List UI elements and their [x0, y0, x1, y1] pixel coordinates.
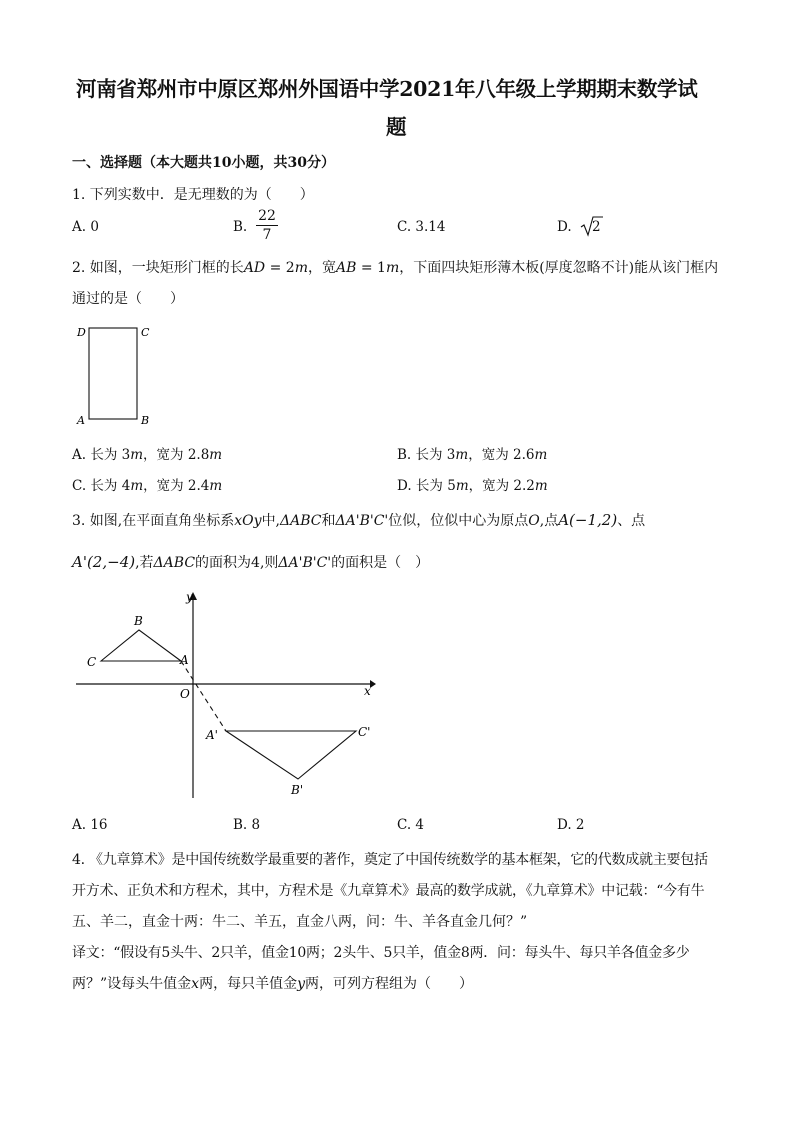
fig-label-c: C	[141, 326, 150, 339]
q1-option-b-label: B.	[233, 219, 248, 235]
page-title-line1: 河南省郑州市中原区郑州外国语中学2021年八年级上学期期末数学试	[76, 77, 698, 101]
axis-label-x: x	[364, 684, 371, 698]
q2-a-wid: ，宽为 2.8	[143, 447, 210, 463]
fig-label-b: B	[141, 414, 150, 427]
q2-c-len: C. 长为 4	[72, 478, 131, 494]
q1-option-d-label: D.	[557, 219, 572, 235]
q2-text: ，宽	[307, 260, 336, 276]
q4-text: 两？”设每头牛值金	[72, 976, 192, 992]
q4-line5	[72, 973, 473, 993]
axis-label-y: y	[186, 590, 193, 604]
q1-option-a: A. 0	[72, 219, 99, 235]
q2-option-a	[72, 443, 222, 463]
q3-origin: O	[528, 513, 540, 529]
page-title-line2: 题	[386, 115, 407, 139]
unit-m: m	[534, 447, 548, 463]
q3-tri-abc2: ΔA'B'C'	[335, 513, 389, 529]
unit-m: m	[534, 478, 548, 494]
q2-a-len: A. 长为 3	[72, 447, 131, 463]
q2-eq2: = 1	[356, 260, 386, 276]
q4-line4: 译文：“假设有5头牛、2只羊，值金10两；2头牛、5只羊，值金8两．问：每头牛、每只羊各值金多少	[72, 945, 690, 961]
point-label-b: B	[134, 614, 143, 628]
unit-m: m	[130, 478, 144, 494]
door-frame-rect	[89, 328, 137, 419]
q1-stem: 1. 下列实数中．是无理数的为（ ）	[72, 187, 314, 203]
unit-m: m	[209, 478, 223, 494]
q4-var-x: x	[191, 976, 200, 992]
unit-m: m	[455, 478, 469, 494]
q2-eq1: = 2	[265, 260, 295, 276]
q3-text: 位似，位似中心为原点	[388, 513, 529, 529]
q4-line1: 4. 《九章算术》是中国传统数学最重要的著作，奠定了中国传统数学的基本框架，它的代数成就主要包括	[72, 852, 708, 868]
origin-label: O	[180, 687, 190, 701]
q4-text: 两，可列方程组为（ ）	[305, 976, 473, 992]
q3-line1	[72, 510, 645, 530]
q3-point-a: A(−1,2)	[558, 511, 618, 529]
q2-option-b	[397, 443, 547, 463]
q3-text: 中,	[261, 513, 281, 529]
unit-m: m	[130, 447, 144, 463]
q4-line3: 五、羊二，直金十两：牛二、羊五，直金八两，问：牛、羊各直金几何？”	[72, 914, 528, 930]
q3-text: 、点	[617, 513, 646, 529]
q3-xoy: xOy	[234, 513, 262, 529]
coordinate-figure	[72, 588, 382, 806]
q2-text: ，下面四块矩形薄木板(厚度忽略不计)能从该门框内	[399, 260, 719, 276]
q2-b-len: B. 长为 3	[397, 447, 456, 463]
fraction-numerator: 22	[258, 208, 276, 224]
q2-option-c	[72, 474, 222, 494]
q3-point-a2: A'(2,−4)	[72, 553, 136, 571]
q2-d-wid: ，宽为 2.2	[468, 478, 535, 494]
q3-text: ,若	[135, 555, 154, 571]
point-label-a-prime: A'	[206, 728, 218, 742]
q3-option-a: A. 16	[72, 817, 108, 833]
q2-line2: 通过的是（ ）	[72, 291, 184, 307]
fig-label-a: A	[77, 414, 85, 427]
q2-unit1: m	[294, 260, 308, 276]
x-axis-arrow-icon	[370, 680, 376, 688]
q3-line2	[72, 552, 429, 572]
unit-m: m	[209, 447, 223, 463]
q3-option-c: C. 4	[397, 817, 425, 833]
q3-text: 和	[321, 513, 336, 529]
q4-var-y: y	[297, 976, 305, 992]
q2-option-d	[397, 474, 548, 494]
q1-option-c: C. 3.14	[397, 219, 446, 235]
unit-m: m	[455, 447, 469, 463]
fraction-denominator: 7	[262, 227, 272, 243]
q2-unit2: m	[385, 260, 400, 276]
q4-text: 两，每只羊值金	[199, 976, 298, 992]
q3-tri-abc: ΔABC	[280, 513, 322, 529]
triangle-abc	[101, 630, 181, 661]
point-label-c: C	[87, 655, 97, 669]
q3-text: 的面积是（ ）	[331, 555, 430, 571]
triangle-a2b2c2	[226, 731, 356, 779]
q4-line2: 开方术、正负术和方程术，其中，方程术是《九章算术》最高的数学成就，《九章算术》中记载：“今有牛	[72, 883, 705, 899]
q3-text: ,点	[539, 513, 559, 529]
q2-ab: AB	[335, 260, 357, 276]
q1-option-d-radicand: 2	[592, 219, 601, 235]
q2-ad: AD	[243, 260, 266, 276]
q3-option-d: D. 2	[557, 817, 585, 833]
q2-c-wid: ，宽为 2.4	[143, 478, 210, 494]
q3-text: 3. 如图,在平面直角坐标系	[72, 513, 235, 529]
q2-b-wid: ，宽为 2.6	[468, 447, 535, 463]
fig-label-d: D	[77, 326, 86, 339]
q2-text: 2. 如图，一块矩形门框的长	[72, 260, 244, 276]
q3-option-b: B. 8	[233, 817, 261, 833]
point-label-a: A	[180, 653, 189, 667]
q3-text: 的面积为4,则	[195, 555, 279, 571]
q1-option-b-fraction	[256, 208, 278, 243]
point-label-c-prime: C'	[358, 725, 371, 739]
section-heading: 一、选择题（本大题共10小题，共30分）	[72, 155, 335, 171]
q3-tri-abc: ΔABC	[153, 555, 196, 571]
fraction-bar	[256, 225, 278, 226]
q2-d-len: D. 长为 5	[397, 478, 456, 494]
point-label-b-prime: B'	[291, 783, 304, 797]
door-frame-figure	[72, 318, 162, 430]
q3-tri-abc2: ΔA'B'C'	[278, 555, 332, 571]
q2-line1	[72, 257, 718, 277]
